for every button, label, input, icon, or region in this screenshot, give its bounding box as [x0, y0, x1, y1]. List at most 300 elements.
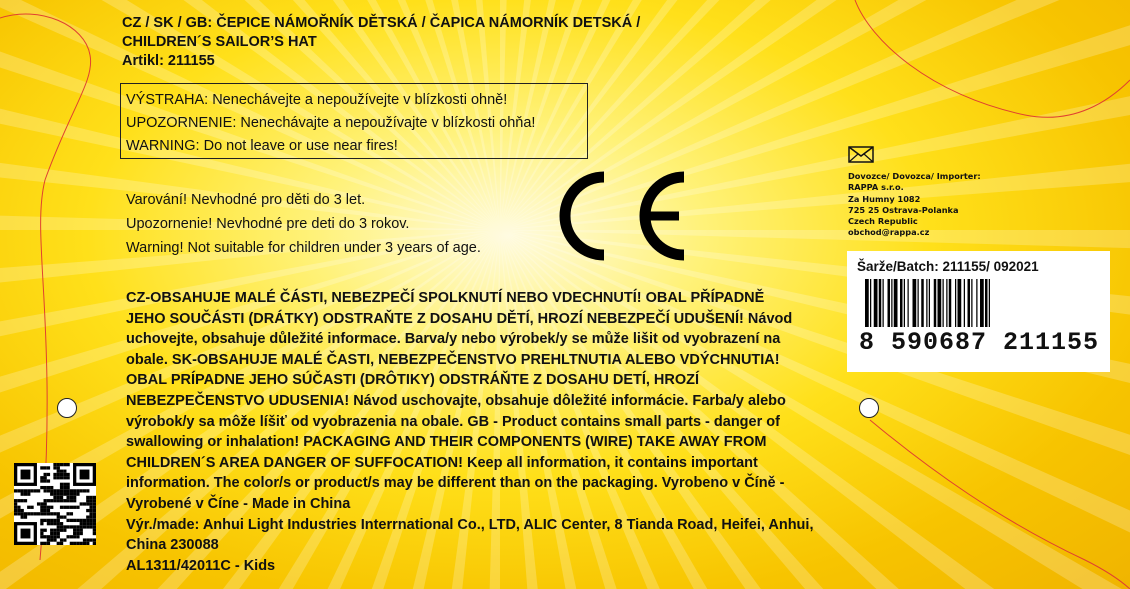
qr-module: [53, 466, 56, 469]
model-code: AL1311/42011C - Kids: [126, 557, 276, 574]
qr-module: [93, 512, 96, 515]
qr-module: [57, 512, 60, 515]
qr-module: [50, 538, 53, 541]
qr-module: [89, 496, 92, 499]
qr-module: [53, 535, 56, 538]
qr-module: [47, 522, 50, 525]
qr-module: [73, 542, 76, 545]
qr-module: [76, 519, 79, 522]
qr-module: [63, 506, 66, 509]
qr-module: [80, 532, 83, 535]
qr-module: [60, 525, 63, 528]
importer-city: 725 25 Ostrava-Polanka: [848, 204, 959, 215]
qr-module: [17, 489, 20, 492]
qr-module: [53, 473, 56, 476]
qr-module: [73, 532, 76, 535]
safety-text-line: OBAL PRÍPADNE JEHO SÚČASTI (DRÔTIKY) ODSTRÁŇTE Z DOSAHU DETÍ, HROZÍ: [126, 372, 700, 389]
barcode-bar: [989, 279, 990, 327]
qr-module: [60, 522, 63, 525]
safety-text-line: výrobok/y sa môže líšiť od vyobrazenia na obale. GB - Product contains small parts - danger of: [126, 413, 780, 430]
qr-module: [93, 499, 96, 502]
qr-module: [53, 522, 56, 525]
qr-module: [34, 489, 37, 492]
importer-info: [848, 146, 981, 238]
qr-module: [70, 489, 73, 492]
qr-module: [70, 493, 73, 496]
barcode-bar: [949, 279, 952, 327]
qr-module: [27, 512, 30, 515]
qr-module: [53, 493, 56, 496]
qr-module: [57, 515, 60, 518]
article-number: Artikl: 211155: [122, 53, 215, 69]
qr-module: [27, 489, 30, 492]
qr-module: [63, 463, 66, 466]
qr-module: [53, 529, 56, 532]
manufacturer-line: China 230088: [126, 537, 219, 554]
qr-module: [89, 509, 92, 512]
barcode-digits: 8 590687 211155: [859, 328, 1100, 357]
qr-module: [57, 470, 60, 473]
qr-module: [76, 529, 79, 532]
importer-country: Czech Republic: [848, 216, 918, 227]
qr-module: [44, 502, 47, 505]
qr-module: [60, 538, 63, 541]
safety-text-line: information. The color/s or product/s may be different than on the packaging. Vyrobeno v Číně -: [126, 475, 785, 492]
barcode-bar: [870, 279, 871, 327]
qr-module: [73, 525, 76, 528]
qr-module: [53, 532, 56, 535]
qr-module: [73, 489, 76, 492]
qr-module: [66, 493, 69, 496]
qr-module: [57, 476, 60, 479]
qr-module: [21, 512, 24, 515]
qr-module: [80, 519, 83, 522]
age-warning: [126, 188, 481, 260]
qr-module: [44, 476, 47, 479]
qr-module: [60, 506, 63, 509]
qr-module: [44, 506, 47, 509]
qr-module: [40, 522, 43, 525]
qr-module: [50, 493, 53, 496]
qr-module: [89, 515, 92, 518]
barcode-bar: [879, 279, 882, 327]
qr-module: [80, 502, 83, 505]
qr-module: [83, 538, 86, 541]
envelope-icon: [848, 146, 874, 163]
importer-company: RAPPA s.r.o.: [848, 182, 904, 193]
safety-text-line: Vyrobené v Číne - Made in China: [126, 495, 351, 512]
product-header: [122, 14, 640, 71]
qr-module: [83, 525, 86, 528]
qr-module: [66, 525, 69, 528]
barcode-bar: [968, 279, 971, 327]
safety-text-line: obale. SK-OBSAHUJE MALÉ ČASTI, NEBEZPEČENSTVO PREHLTNUTIA ALEBO VDÝCHNUTIA!: [126, 351, 780, 368]
qr-module: [93, 502, 96, 505]
qr-module: [73, 499, 76, 502]
qr-module: [21, 499, 24, 502]
qr-module: [60, 476, 63, 479]
barcode-bar: [926, 279, 927, 327]
qr-module: [89, 499, 92, 502]
qr-module: [86, 538, 89, 541]
qr-module: [76, 489, 79, 492]
qr-module: [93, 538, 96, 541]
qr-module: [30, 512, 33, 515]
qr-module: [17, 499, 20, 502]
barcode-bar: [964, 279, 965, 327]
qr-module: [66, 496, 69, 499]
safety-text-line: uchovejte, obsahuje důležité informace. Barva/y nebo výrobek/y se může lišit od vyobrazení na: [126, 331, 781, 348]
importer-street: Za Humny 1082: [848, 193, 921, 204]
qr-module: [76, 535, 79, 538]
qr-module: [86, 515, 89, 518]
qr-module: [57, 532, 60, 535]
qr-module: [17, 506, 20, 509]
qr-module: [86, 519, 89, 522]
qr-module: [50, 532, 53, 535]
qr-module: [66, 476, 69, 479]
qr-module: [21, 489, 24, 492]
qr-module: [66, 499, 69, 502]
qr-module: [40, 535, 43, 538]
qr-module: [40, 502, 43, 505]
qr-module: [24, 512, 27, 515]
qr-module: [30, 489, 33, 492]
qr-module: [44, 489, 47, 492]
qr-module: [57, 463, 60, 466]
qr-module: [14, 506, 17, 509]
barcode-bar: [976, 279, 977, 327]
qr-module: [53, 512, 56, 515]
qr-module: [50, 506, 53, 509]
qr-module: [70, 499, 73, 502]
batch-label: Šarže/Batch: 211155/ 092021: [857, 259, 1039, 274]
qr-module: [40, 532, 43, 535]
qr-module: [83, 519, 86, 522]
qr-module: [60, 486, 63, 489]
qr-module: [70, 525, 73, 528]
qr-module: [57, 525, 60, 528]
qr-module: [34, 512, 37, 515]
qr-module: [60, 493, 63, 496]
qr-module: [47, 466, 50, 469]
qr-module: [53, 499, 56, 502]
qr-module: [47, 519, 50, 522]
qr-module: [40, 509, 43, 512]
qr-module: [63, 473, 66, 476]
qr-module: [63, 493, 66, 496]
batch-card: [847, 251, 1110, 372]
qr-module: [83, 502, 86, 505]
qr-module: [17, 512, 20, 515]
qr-module: [60, 496, 63, 499]
qr-module: [57, 535, 60, 538]
qr-module: [50, 486, 53, 489]
barcode-bar: [865, 279, 869, 327]
qr-module: [80, 522, 83, 525]
barcode-bar: [958, 279, 962, 327]
qr-module: [44, 542, 47, 545]
qr-module: [83, 542, 86, 545]
qr-module: [93, 525, 96, 528]
qr-module: [63, 538, 66, 541]
qr-module: [37, 489, 40, 492]
barcode-bar: [891, 279, 892, 327]
qr-module: [70, 542, 73, 545]
qr-module: [50, 535, 53, 538]
qr-module: [63, 525, 66, 528]
qr-module: [27, 493, 30, 496]
qr-module: [57, 473, 60, 476]
qr-module: [14, 512, 17, 515]
qr-module: [53, 463, 56, 466]
qr-module: [86, 522, 89, 525]
qr-module: [47, 473, 50, 476]
qr-module: [40, 486, 43, 489]
qr-module: [47, 499, 50, 502]
qr-module: [40, 512, 43, 515]
qr-module: [86, 509, 89, 512]
qr-module: [57, 493, 60, 496]
qr-module: [73, 506, 76, 509]
qr-module: [66, 473, 69, 476]
qr-module: [50, 519, 53, 522]
qr-code: [14, 463, 96, 545]
qr-module: [73, 519, 76, 522]
qr-module: [66, 483, 69, 486]
barcode-bar: [985, 279, 988, 327]
barcode-bar: [980, 279, 984, 327]
qr-module: [89, 512, 92, 515]
qr-module: [93, 522, 96, 525]
qr-module: [66, 535, 69, 538]
qr-module: [83, 489, 86, 492]
qr-module: [63, 483, 66, 486]
barcode-bar: [938, 279, 942, 327]
qr-module: [89, 522, 92, 525]
qr-module: [60, 499, 63, 502]
qr-module: [50, 489, 53, 492]
barcode-bar: [946, 279, 947, 327]
qr-module: [57, 499, 60, 502]
qr-module: [76, 493, 79, 496]
hang-hole-left: [57, 398, 77, 418]
qr-module: [76, 506, 79, 509]
importer-email: obchod@rappa.cz: [848, 227, 930, 238]
qr-module: [89, 502, 92, 505]
age-warning-cz: Varování! Nevhodné pro děti do 3 let.: [126, 192, 366, 208]
qr-module: [47, 542, 50, 545]
qr-module: [21, 509, 24, 512]
qr-module: [60, 463, 63, 466]
qr-module: [44, 529, 47, 532]
qr-module: [14, 509, 17, 512]
qr-module: [47, 535, 50, 538]
qr-module: [93, 519, 96, 522]
qr-module: [70, 535, 73, 538]
qr-module: [86, 502, 89, 505]
product-title-line1: CZ / SK / GB: ČEPICE NÁMOŘNÍK DĚTSKÁ / ČAPICA NÁMORNÍK DETSKÁ /: [122, 15, 641, 31]
qr-module: [44, 509, 47, 512]
qr-module: [44, 466, 47, 469]
product-title-line2: CHILDREN´S SAILOR’S HAT: [122, 34, 317, 50]
manufacturer-line: Výr./made: Anhui Light Industries Interrnational Co., LTD, ALIC Center, 8 Tianda Road, Heifei, Anhui,: [126, 516, 814, 533]
qr-module: [21, 470, 31, 480]
qr-module: [63, 476, 66, 479]
qr-module: [86, 542, 89, 545]
qr-module: [93, 529, 96, 532]
qr-module: [44, 479, 47, 482]
qr-module: [14, 502, 17, 505]
qr-module: [73, 496, 76, 499]
barcode-bar: [913, 279, 917, 327]
qr-module: [63, 486, 66, 489]
qr-module: [89, 506, 92, 509]
barcode: [865, 279, 1091, 327]
qr-module: [47, 538, 50, 541]
qr-module: [17, 509, 20, 512]
safety-text-line: JEHO SOUČÁSTI (DRÁTKY) ODSTRAŇTE Z DOSAHU DĚTÍ, HROZÍ NEBEZPEČÍ UDUŠENÍ! Návod: [126, 310, 793, 327]
qr-module: [93, 542, 96, 545]
qr-module: [47, 489, 50, 492]
qr-module: [80, 542, 83, 545]
qr-module: [57, 496, 60, 499]
qr-module: [89, 519, 92, 522]
qr-module: [40, 476, 43, 479]
barcode-bar: [888, 279, 891, 327]
safety-text-line: CHILDREN´S AREA DANGER OF SUFFOCATION! Keep all information, it contains important: [126, 454, 758, 471]
qr-module: [66, 486, 69, 489]
safety-text-line: NEBEZPEČENSTVO UDUSENIA! Návod uschovajte, obsahuje dôležité informácie. Farba/y alebo: [126, 392, 786, 409]
qr-module: [66, 463, 69, 466]
qr-module: [50, 499, 53, 502]
barcode-bar: [971, 279, 972, 327]
qr-module: [70, 519, 73, 522]
qr-module: [47, 509, 50, 512]
qr-module: [93, 496, 96, 499]
safety-text-line: swallowing or inhalation! PACKAGING AND THEIR COMPONENTS (WIRE) TAKE AWAY FROM: [126, 434, 767, 451]
qr-module: [76, 525, 79, 528]
qr-module: [60, 470, 63, 473]
qr-module: [76, 542, 79, 545]
qr-module: [40, 542, 43, 545]
qr-module: [57, 522, 60, 525]
qr-module: [57, 519, 60, 522]
barcode-bar: [904, 279, 905, 327]
qr-module: [83, 522, 86, 525]
age-warning-gb: Warning! Not suitable for children under 3 years of age.: [126, 240, 481, 256]
qr-module: [30, 506, 33, 509]
qr-module: [44, 486, 47, 489]
qr-module: [14, 489, 17, 492]
qr-module: [40, 529, 43, 532]
barcode-bar: [894, 279, 898, 327]
qr-module: [47, 479, 50, 482]
qr-module: [47, 512, 50, 515]
qr-module: [89, 525, 92, 528]
qr-module: [60, 483, 63, 486]
qr-module: [53, 476, 56, 479]
qr-module: [76, 532, 79, 535]
qr-module: [27, 506, 30, 509]
safety-text-line: CZ-OBSAHUJE MALÉ ČÁSTI, NEBEZPEČÍ SPOLKNUTÍ NEBO VDECHNUTÍ! OBAL PŘÍPADNĚ: [126, 290, 765, 306]
fire-warning-box: [120, 83, 588, 159]
qr-module: [47, 486, 50, 489]
qr-module: [80, 489, 83, 492]
qr-module: [93, 509, 96, 512]
qr-module: [73, 535, 76, 538]
qr-module: [86, 499, 89, 502]
qr-module: [63, 515, 66, 518]
qr-module: [24, 499, 27, 502]
qr-module: [44, 512, 47, 515]
safety-text: [126, 288, 838, 576]
qr-module: [63, 499, 66, 502]
qr-module: [86, 525, 89, 528]
qr-module: [21, 493, 24, 496]
qr-module: [66, 489, 69, 492]
barcode-bar: [918, 279, 919, 327]
qr-module: [63, 489, 66, 492]
qr-module: [86, 496, 89, 499]
ce-mark-icon: [552, 170, 692, 262]
qr-module: [44, 535, 47, 538]
barcode-bar: [874, 279, 878, 327]
qr-module: [40, 519, 43, 522]
qr-module: [40, 466, 43, 469]
qr-module: [50, 529, 53, 532]
qr-module: [24, 489, 27, 492]
barcode-bar: [883, 279, 884, 327]
qr-module: [24, 493, 27, 496]
fire-warning-cz: VÝSTRAHA: Nenechávejte a nepoužívejte v blízkosti ohně!: [126, 92, 508, 108]
qr-module: [60, 515, 63, 518]
fire-warning-sk: UPOZORNENIE: Nenechávajte a nepoužívajte v blízkosti ohňa!: [126, 115, 536, 131]
qr-module: [63, 470, 66, 473]
qr-module: [80, 525, 83, 528]
qr-module: [53, 519, 56, 522]
qr-module: [37, 512, 40, 515]
importer-heading: Dovozce/ Dovozca/ Importer:: [848, 171, 981, 182]
qr-module: [70, 506, 73, 509]
hang-hole-right: [859, 398, 879, 418]
qr-module: [57, 489, 60, 492]
qr-module: [37, 502, 40, 505]
qr-module: [21, 515, 24, 518]
barcode-bar: [955, 279, 956, 327]
barcode-bar: [929, 279, 930, 327]
qr-module: [66, 519, 69, 522]
qr-module: [66, 506, 69, 509]
qr-module: [57, 542, 60, 545]
barcode-bar: [943, 279, 944, 327]
barcode-bar: [921, 279, 924, 327]
qr-module: [80, 529, 83, 532]
barcode-bar: [934, 279, 937, 327]
barcode-bar: [900, 279, 903, 327]
qr-module: [60, 529, 63, 532]
qr-module: [93, 506, 96, 509]
qr-module: [40, 479, 43, 482]
qr-module: [47, 506, 50, 509]
qr-module: [70, 512, 73, 515]
qr-module: [53, 489, 56, 492]
barcode-bar: [908, 279, 909, 327]
qr-module: [44, 519, 47, 522]
age-warning-sk: Upozornenie! Nevhodné pre deti do 3 rokov.: [126, 216, 410, 232]
qr-module: [70, 496, 73, 499]
qr-module: [21, 529, 31, 539]
